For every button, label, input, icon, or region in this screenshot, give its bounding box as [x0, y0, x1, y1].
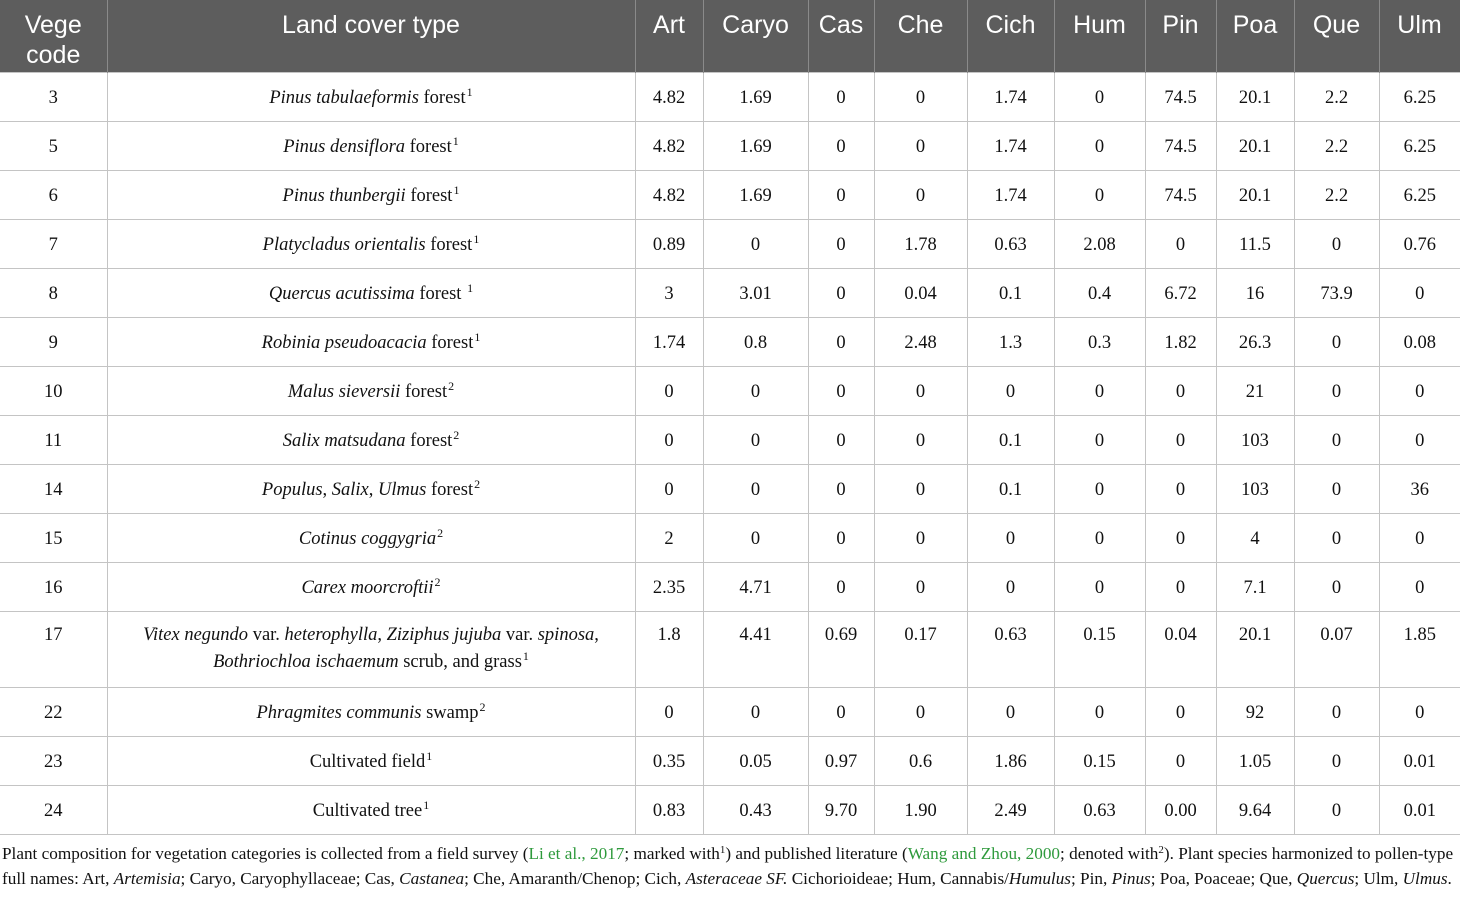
- value-cell-poa: 26.3: [1216, 317, 1294, 366]
- value-cell-cas: 0: [808, 513, 874, 562]
- value-cell-che: 0: [874, 687, 967, 736]
- col-header-vege-code: Vege code: [0, 0, 107, 72]
- value-cell-poa: 16: [1216, 268, 1294, 317]
- value-cell-art: 1.74: [635, 317, 703, 366]
- land-cover-text: swamp: [421, 702, 479, 723]
- vege-code-cell: 8: [0, 268, 107, 317]
- source-footnote-marker: 2: [448, 378, 455, 393]
- land-cover-text: Carex moorcroftii: [301, 577, 434, 598]
- value-cell-ulm: 6.25: [1379, 170, 1460, 219]
- value-cell-poa: 20.1: [1216, 170, 1294, 219]
- value-cell-art: 0: [635, 464, 703, 513]
- value-cell-ulm: 0.76: [1379, 219, 1460, 268]
- vege-code-cell: 5: [0, 121, 107, 170]
- value-cell-caryo: 0: [703, 219, 808, 268]
- source-footnote-marker: 1: [522, 648, 529, 663]
- land-cover-cell: [107, 268, 635, 317]
- land-cover-text: Pinus thunbergii: [282, 185, 406, 206]
- value-cell-pin: 74.5: [1145, 170, 1216, 219]
- footnote-marker: 1: [719, 843, 726, 856]
- col-header-cich: Cich: [967, 0, 1054, 72]
- land-cover-cell: [107, 513, 635, 562]
- value-cell-poa: 1.05: [1216, 736, 1294, 785]
- source-footnote-marker: 1: [466, 84, 473, 99]
- col-header-caryo: Caryo: [703, 0, 808, 72]
- value-cell-poa: 20.1: [1216, 611, 1294, 687]
- land-cover-cell: [107, 170, 635, 219]
- table-row: [0, 736, 1460, 785]
- value-cell-cas: 0.69: [808, 611, 874, 687]
- value-cell-cich: 0: [967, 513, 1054, 562]
- value-cell-poa: 103: [1216, 464, 1294, 513]
- value-cell-poa: 4: [1216, 513, 1294, 562]
- value-cell-hum: 0.4: [1054, 268, 1145, 317]
- land-cover-cell: [107, 415, 635, 464]
- land-cover-text: Populus: [261, 479, 323, 500]
- value-cell-cas: 0: [808, 72, 874, 121]
- value-cell-pin: 0.04: [1145, 611, 1216, 687]
- value-cell-poa: 103: [1216, 415, 1294, 464]
- vege-code-cell: 7: [0, 219, 107, 268]
- land-cover-text: forest: [405, 185, 453, 206]
- value-cell-hum: 0: [1054, 464, 1145, 513]
- value-cell-que: 0: [1294, 219, 1379, 268]
- table-row: [0, 72, 1460, 121]
- value-cell-caryo: 3.01: [703, 268, 808, 317]
- footnote-text: ; Caryo, Caryophyllaceae; Cas,: [180, 868, 400, 888]
- value-cell-ulm: 0: [1379, 415, 1460, 464]
- table-footnote: [0, 835, 1460, 891]
- value-cell-pin: 0: [1145, 562, 1216, 611]
- land-cover-text: forest: [425, 234, 473, 255]
- value-cell-cas: 0: [808, 687, 874, 736]
- land-cover-cell: [107, 366, 635, 415]
- source-footnote-marker: 1: [467, 280, 474, 295]
- land-cover-text: Ziziphus jujuba: [386, 624, 502, 645]
- value-cell-que: 0: [1294, 562, 1379, 611]
- value-cell-art: 0: [635, 687, 703, 736]
- value-cell-ulm: 6.25: [1379, 72, 1460, 121]
- value-cell-che: 0.17: [874, 611, 967, 687]
- value-cell-pin: 6.72: [1145, 268, 1216, 317]
- value-cell-cich: 0.1: [967, 464, 1054, 513]
- footnote-text: Castanea: [399, 868, 465, 888]
- footnote-text: Asteraceae SF.: [685, 868, 788, 888]
- vege-code-cell: 10: [0, 366, 107, 415]
- citation-link[interactable]: Wang and Zhou, 2000: [907, 843, 1061, 863]
- value-cell-que: 0: [1294, 317, 1379, 366]
- value-cell-art: 3: [635, 268, 703, 317]
- value-cell-caryo: 4.41: [703, 611, 808, 687]
- table-row: [0, 611, 1460, 687]
- value-cell-che: 1.78: [874, 219, 967, 268]
- value-cell-cich: 1.74: [967, 170, 1054, 219]
- citation-link[interactable]: Li et al., 2017: [528, 843, 625, 863]
- footnote-text: ). Plant species harmonized to pollen-type full names: Art,: [2, 843, 1454, 888]
- value-cell-hum: 0: [1054, 366, 1145, 415]
- value-cell-cich: 0.63: [967, 219, 1054, 268]
- value-cell-poa: 21: [1216, 366, 1294, 415]
- value-cell-art: 2.35: [635, 562, 703, 611]
- land-cover-text: Pinus densiflora: [283, 136, 406, 157]
- land-cover-cell: [107, 219, 635, 268]
- footnote-text: Plant composition for vegetation categories is collected from a field survey (: [2, 843, 529, 863]
- value-cell-ulm: 0.08: [1379, 317, 1460, 366]
- vege-code-cell: 17: [0, 611, 107, 687]
- value-cell-caryo: 0: [703, 415, 808, 464]
- value-cell-cich: 0.63: [967, 611, 1054, 687]
- land-cover-text: forest: [400, 381, 448, 402]
- value-cell-hum: 0: [1054, 121, 1145, 170]
- value-cell-poa: 20.1: [1216, 121, 1294, 170]
- value-cell-caryo: 0.05: [703, 736, 808, 785]
- value-cell-ulm: 0: [1379, 366, 1460, 415]
- source-footnote-marker: 2: [434, 574, 441, 589]
- value-cell-pin: 1.82: [1145, 317, 1216, 366]
- land-cover-cell: [107, 121, 635, 170]
- value-cell-poa: 11.5: [1216, 219, 1294, 268]
- value-cell-cich: 1.74: [967, 72, 1054, 121]
- value-cell-hum: 0: [1054, 415, 1145, 464]
- land-cover-cell: [107, 317, 635, 366]
- value-cell-art: 0: [635, 366, 703, 415]
- value-cell-cas: 0: [808, 366, 874, 415]
- table-body: [0, 72, 1460, 834]
- footnote-text: Cichorioideae; Hum, Cannabis/: [787, 868, 1009, 888]
- value-cell-hum: 0.3: [1054, 317, 1145, 366]
- value-cell-que: 73.9: [1294, 268, 1379, 317]
- footnote-text: ; marked with: [624, 843, 720, 863]
- value-cell-art: 4.82: [635, 72, 703, 121]
- footnote-text: ; Poa, Poaceae; Que,: [1150, 868, 1297, 888]
- value-cell-che: 0: [874, 72, 967, 121]
- value-cell-che: 0: [874, 121, 967, 170]
- land-cover-text: var.: [501, 624, 538, 645]
- value-cell-art: 1.8: [635, 611, 703, 687]
- table-row: [0, 219, 1460, 268]
- value-cell-ulm: 36: [1379, 464, 1460, 513]
- vege-code-cell: 3: [0, 72, 107, 121]
- source-footnote-marker: 1: [426, 748, 433, 763]
- vege-code-cell: 14: [0, 464, 107, 513]
- land-cover-text: Robinia pseudoacacia: [261, 332, 427, 353]
- land-cover-text: forest: [426, 332, 474, 353]
- col-header-pin: Pin: [1145, 0, 1216, 72]
- land-cover-text: ,: [322, 479, 332, 500]
- value-cell-art: 4.82: [635, 121, 703, 170]
- land-cover-text: Salix matsudana: [282, 430, 406, 451]
- value-cell-ulm: 0.01: [1379, 785, 1460, 834]
- land-cover-text: Malus sieversii: [287, 381, 401, 402]
- value-cell-hum: 2.08: [1054, 219, 1145, 268]
- value-cell-caryo: 0.8: [703, 317, 808, 366]
- value-cell-cich: 0: [967, 366, 1054, 415]
- value-cell-pin: 0: [1145, 513, 1216, 562]
- value-cell-ulm: 0: [1379, 687, 1460, 736]
- col-header-hum: Hum: [1054, 0, 1145, 72]
- value-cell-art: 0.83: [635, 785, 703, 834]
- value-cell-hum: 0: [1054, 513, 1145, 562]
- value-cell-ulm: 0: [1379, 562, 1460, 611]
- footnote-text: ; Ulm,: [1354, 868, 1403, 888]
- value-cell-que: 0: [1294, 513, 1379, 562]
- value-cell-que: 0: [1294, 464, 1379, 513]
- land-cover-text: forest: [426, 479, 474, 500]
- land-cover-text: Cotinus coggygria: [298, 528, 437, 549]
- land-cover-text: forest: [405, 136, 452, 157]
- land-cover-cell: [107, 464, 635, 513]
- source-footnote-marker: 1: [474, 329, 481, 344]
- table-row: [0, 785, 1460, 834]
- vege-code-cell: 6: [0, 170, 107, 219]
- value-cell-que: 2.2: [1294, 72, 1379, 121]
- value-cell-poa: 20.1: [1216, 72, 1294, 121]
- value-cell-pin: 0: [1145, 687, 1216, 736]
- value-cell-que: 0.07: [1294, 611, 1379, 687]
- value-cell-caryo: 0: [703, 366, 808, 415]
- value-cell-caryo: 0: [703, 687, 808, 736]
- value-cell-caryo: 0: [703, 513, 808, 562]
- footnote-text: ; denoted with: [1060, 843, 1159, 863]
- value-cell-cich: 0.1: [967, 415, 1054, 464]
- vege-code-cell: 22: [0, 687, 107, 736]
- footnote-text: Quercus: [1296, 868, 1355, 888]
- table-row: [0, 464, 1460, 513]
- vege-code-cell: 9: [0, 317, 107, 366]
- header-row: [0, 0, 1460, 72]
- value-cell-pin: 0: [1145, 464, 1216, 513]
- value-cell-cich: 1.86: [967, 736, 1054, 785]
- col-header-che: Che: [874, 0, 967, 72]
- value-cell-que: 0: [1294, 415, 1379, 464]
- value-cell-hum: 0: [1054, 562, 1145, 611]
- table-row: [0, 687, 1460, 736]
- value-cell-pin: 0: [1145, 415, 1216, 464]
- land-cover-cell: [107, 736, 635, 785]
- value-cell-cas: 0: [808, 268, 874, 317]
- footnote-text: Pinus: [1111, 868, 1151, 888]
- land-cover-text: ,: [377, 624, 387, 645]
- source-footnote-marker: 2: [453, 427, 460, 442]
- land-cover-text: Quercus acutissima: [268, 283, 415, 304]
- land-cover-text: spinosa: [537, 624, 595, 645]
- value-cell-que: 2.2: [1294, 121, 1379, 170]
- land-cover-text: var.: [248, 624, 285, 645]
- col-header-cas: Cas: [808, 0, 874, 72]
- land-cover-text: Salix: [331, 479, 369, 500]
- col-header-que: Que: [1294, 0, 1379, 72]
- land-cover-cell: [107, 785, 635, 834]
- land-cover-text: Ulmus: [378, 479, 427, 500]
- value-cell-cas: 0: [808, 170, 874, 219]
- value-cell-cas: 0: [808, 415, 874, 464]
- table-row: [0, 268, 1460, 317]
- land-cover-cell: [107, 72, 635, 121]
- value-cell-che: 2.48: [874, 317, 967, 366]
- col-header-ulm: Ulm: [1379, 0, 1460, 72]
- source-footnote-marker: 1: [473, 231, 480, 246]
- value-cell-che: 0.6: [874, 736, 967, 785]
- land-cover-cell: [107, 687, 635, 736]
- value-cell-hum: 0.15: [1054, 611, 1145, 687]
- footnote-text: .: [1447, 868, 1452, 888]
- source-footnote-marker: 1: [453, 182, 460, 197]
- value-cell-poa: 92: [1216, 687, 1294, 736]
- value-cell-caryo: 1.69: [703, 170, 808, 219]
- value-cell-ulm: 0.01: [1379, 736, 1460, 785]
- land-cover-text: scrub, and grass: [398, 651, 522, 672]
- table-row: [0, 121, 1460, 170]
- land-cover-text: Platycladus orientalis: [262, 234, 426, 255]
- value-cell-cas: 0: [808, 317, 874, 366]
- value-cell-cich: 1.74: [967, 121, 1054, 170]
- footnote-text: ; Pin,: [1070, 868, 1112, 888]
- land-cover-text: Cultivated tree: [312, 800, 423, 821]
- table-row: [0, 562, 1460, 611]
- value-cell-art: 0: [635, 415, 703, 464]
- value-cell-pin: 0: [1145, 736, 1216, 785]
- col-header-art: Art: [635, 0, 703, 72]
- value-cell-hum: 0.15: [1054, 736, 1145, 785]
- value-cell-pin: 74.5: [1145, 72, 1216, 121]
- value-cell-che: 0: [874, 170, 967, 219]
- source-footnote-marker: 1: [452, 133, 459, 148]
- value-cell-che: 0: [874, 366, 967, 415]
- vege-code-cell: 15: [0, 513, 107, 562]
- table-row: [0, 317, 1460, 366]
- land-cover-text: ,: [368, 479, 379, 500]
- value-cell-che: 1.90: [874, 785, 967, 834]
- land-cover-text: ,: [594, 624, 599, 645]
- footnote-text: Artemisia: [113, 868, 181, 888]
- vege-code-cell: 24: [0, 785, 107, 834]
- value-cell-pin: 0: [1145, 366, 1216, 415]
- value-cell-che: 0.04: [874, 268, 967, 317]
- land-cover-cell: [107, 562, 635, 611]
- value-cell-cich: 2.49: [967, 785, 1054, 834]
- value-cell-que: 0: [1294, 736, 1379, 785]
- value-cell-che: 0: [874, 464, 967, 513]
- value-cell-cas: 0: [808, 562, 874, 611]
- vege-code-cell: 16: [0, 562, 107, 611]
- land-cover-cell: [107, 611, 635, 687]
- value-cell-que: 0: [1294, 687, 1379, 736]
- value-cell-que: 0: [1294, 366, 1379, 415]
- table-row: [0, 513, 1460, 562]
- value-cell-cich: 0: [967, 562, 1054, 611]
- value-cell-che: 0: [874, 562, 967, 611]
- value-cell-art: 0.35: [635, 736, 703, 785]
- value-cell-caryo: 4.71: [703, 562, 808, 611]
- value-cell-che: 0: [874, 513, 967, 562]
- table-row: [0, 366, 1460, 415]
- value-cell-que: 2.2: [1294, 170, 1379, 219]
- land-cover-text: forest: [418, 87, 466, 108]
- value-cell-caryo: 1.69: [703, 72, 808, 121]
- footnote-text: Humulus: [1008, 868, 1071, 888]
- value-cell-poa: 9.64: [1216, 785, 1294, 834]
- source-footnote-marker: 2: [479, 699, 486, 714]
- table-row: [0, 170, 1460, 219]
- value-cell-cas: 0.97: [808, 736, 874, 785]
- value-cell-hum: 0: [1054, 687, 1145, 736]
- value-cell-ulm: 6.25: [1379, 121, 1460, 170]
- value-cell-cas: 9.70: [808, 785, 874, 834]
- value-cell-art: 2: [635, 513, 703, 562]
- value-cell-cas: 0: [808, 121, 874, 170]
- footnote-text: ) and published literature (: [725, 843, 908, 863]
- footnote-marker: 2: [1158, 843, 1164, 856]
- value-cell-caryo: 0: [703, 464, 808, 513]
- value-cell-hum: 0.63: [1054, 785, 1145, 834]
- value-cell-ulm: 0: [1379, 268, 1460, 317]
- value-cell-que: 0: [1294, 785, 1379, 834]
- value-cell-hum: 0: [1054, 72, 1145, 121]
- value-cell-cas: 0: [808, 219, 874, 268]
- vege-code-cell: 11: [0, 415, 107, 464]
- land-cover-text: Vitex negundo: [143, 624, 249, 645]
- value-cell-pin: 74.5: [1145, 121, 1216, 170]
- value-cell-cas: 0: [808, 464, 874, 513]
- land-cover-text: heterophylla: [284, 624, 378, 645]
- vege-code-cell: 23: [0, 736, 107, 785]
- value-cell-poa: 7.1: [1216, 562, 1294, 611]
- col-header-poa: Poa: [1216, 0, 1294, 72]
- value-cell-ulm: 0: [1379, 513, 1460, 562]
- footnote-text: ; Che, Amaranth/Chenop; Cich,: [464, 868, 686, 888]
- land-cover-text: forest: [414, 283, 467, 304]
- value-cell-hum: 0: [1054, 170, 1145, 219]
- source-footnote-marker: 1: [423, 797, 430, 812]
- value-cell-caryo: 1.69: [703, 121, 808, 170]
- value-cell-cich: 0: [967, 687, 1054, 736]
- land-cover-text: Cultivated field: [309, 751, 426, 772]
- value-cell-caryo: 0.43: [703, 785, 808, 834]
- land-cover-text: forest: [405, 430, 453, 451]
- source-footnote-marker: 2: [437, 525, 444, 540]
- col-header-land-cover-type: Land cover type: [107, 0, 635, 72]
- land-cover-text: Bothriochloa ischaemum: [213, 651, 399, 672]
- value-cell-pin: 0.00: [1145, 785, 1216, 834]
- land-cover-text: Phragmites communis: [256, 702, 422, 723]
- value-cell-pin: 0: [1145, 219, 1216, 268]
- value-cell-art: 0.89: [635, 219, 703, 268]
- value-cell-art: 4.82: [635, 170, 703, 219]
- value-cell-che: 0: [874, 415, 967, 464]
- footnote-text: Ulmus: [1402, 868, 1448, 888]
- land-cover-text: Pinus tabulaeformis: [269, 87, 419, 108]
- source-footnote-marker: 2: [474, 476, 481, 491]
- value-cell-cich: 1.3: [967, 317, 1054, 366]
- table-row: [0, 415, 1460, 464]
- value-cell-cich: 0.1: [967, 268, 1054, 317]
- value-cell-ulm: 1.85: [1379, 611, 1460, 687]
